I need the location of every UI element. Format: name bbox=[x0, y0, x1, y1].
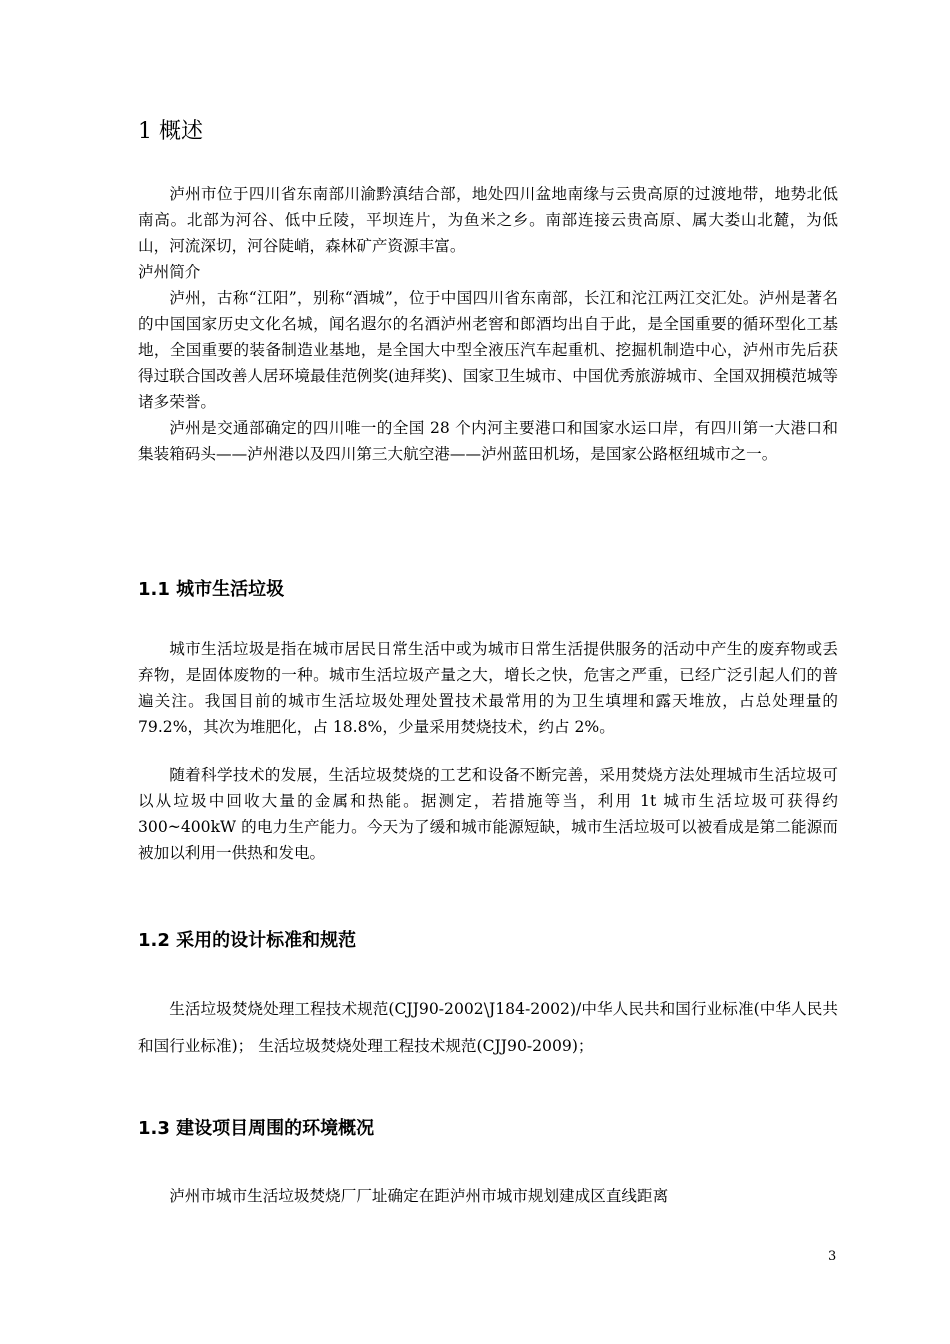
section-1-paragraph-1: 泸州市位于四川省东南部川渝黔滇结合部，地处四川盆地南缘与云贵高原的过渡地带，地势北低南高。北部为河谷、低中丘陵，平坝连片，为鱼米之乡。南部连接云贵高原、属大娄山北麓，为低山，河流深切，河谷陡峭，森林矿产资源丰富。 bbox=[138, 185, 838, 255]
section-1-3-heading: 1.3 建设项目周围的环境概况 bbox=[138, 1118, 375, 1139]
section-1-2-heading: 1.2 采用的设计标准和规范 bbox=[138, 930, 357, 951]
section-1-heading: 1 概述 bbox=[138, 119, 203, 144]
section-1-paragraph-2: 泸州，古称“江阳”，别称“酒城”，位于中国四川省东南部，长江和沱江两江交汇处。泸州是著名的中国国家历史文化名城，闻名遐尔的名酒泸州老窖和郎酒均出自于此，是全国重要的循环型化工基地，全国重要的装备制造业基地，是全国大中型全液压汽车起重机、挖掘机制造中心，泸州市先后获得过联合国改善人居环境最佳范例奖(迪拜奖)、国家卫生城市、中国优秀旅游城市、全国双拥模范城等诸多荣誉。 bbox=[138, 289, 838, 411]
section-1-1-heading: 1.1 城市生活垃圾 bbox=[138, 579, 285, 600]
section-1-3-paragraph-1: 泸州市城市生活垃圾焚烧厂厂址确定在距泸州市城市规划建成区直线距离 bbox=[169, 1187, 669, 1205]
section-1-1-paragraph-1: 城市生活垃圾是指在城市居民日常生活中或为城市日常生活提供服务的活动中产生的废弃物或丢弃物，是固体废物的一种。城市生活垃圾产量之大，增长之快，危害之严重，已经广泛引起人们的普遍关注。我国目前的城市生活垃圾处理处置技术最常用的为卫生填埋和露天堆放，占总处理量的 79.2%，其次为堆肥化，占 18.8%，少量采用焚烧技术，约占 2%。 bbox=[138, 640, 838, 736]
section-1-2-paragraph-1: 生活垃圾焚烧处理工程技术规范(CJJ90-2002\J184-2002)/中华人民共和国行业标准(中华人民共和国行业标准)； 生活垃圾焚烧处理工程技术规范(CJJ90-2009)； bbox=[138, 1000, 838, 1055]
page-number: 3 bbox=[828, 1249, 837, 1264]
section-1-paragraph-3: 泸州是交通部确定的四川唯一的全国 28 个内河主要港口和国家水运口岸，有四川第一大港口和集装箱码头——泸州港以及四川第三大航空港——泸州蓝田机场，是国家公路枢纽城市之一。 bbox=[138, 419, 838, 463]
section-1-1-paragraph-2: 随着科学技术的发展，生活垃圾焚烧的工艺和设备不断完善，采用焚烧方法处理城市生活垃圾可以从垃圾中回收大量的金属和热能。据测定，若措施等当，利用 1t 城市生活垃圾可获得约 300~400kW 的电力生产能力。今天为了缓和城市能源短缺，城市生活垃圾可以被看成是第二能源而被加以利用一供热和发电。 bbox=[138, 766, 838, 862]
section-1-subheading: 泸州简介 bbox=[138, 263, 201, 281]
